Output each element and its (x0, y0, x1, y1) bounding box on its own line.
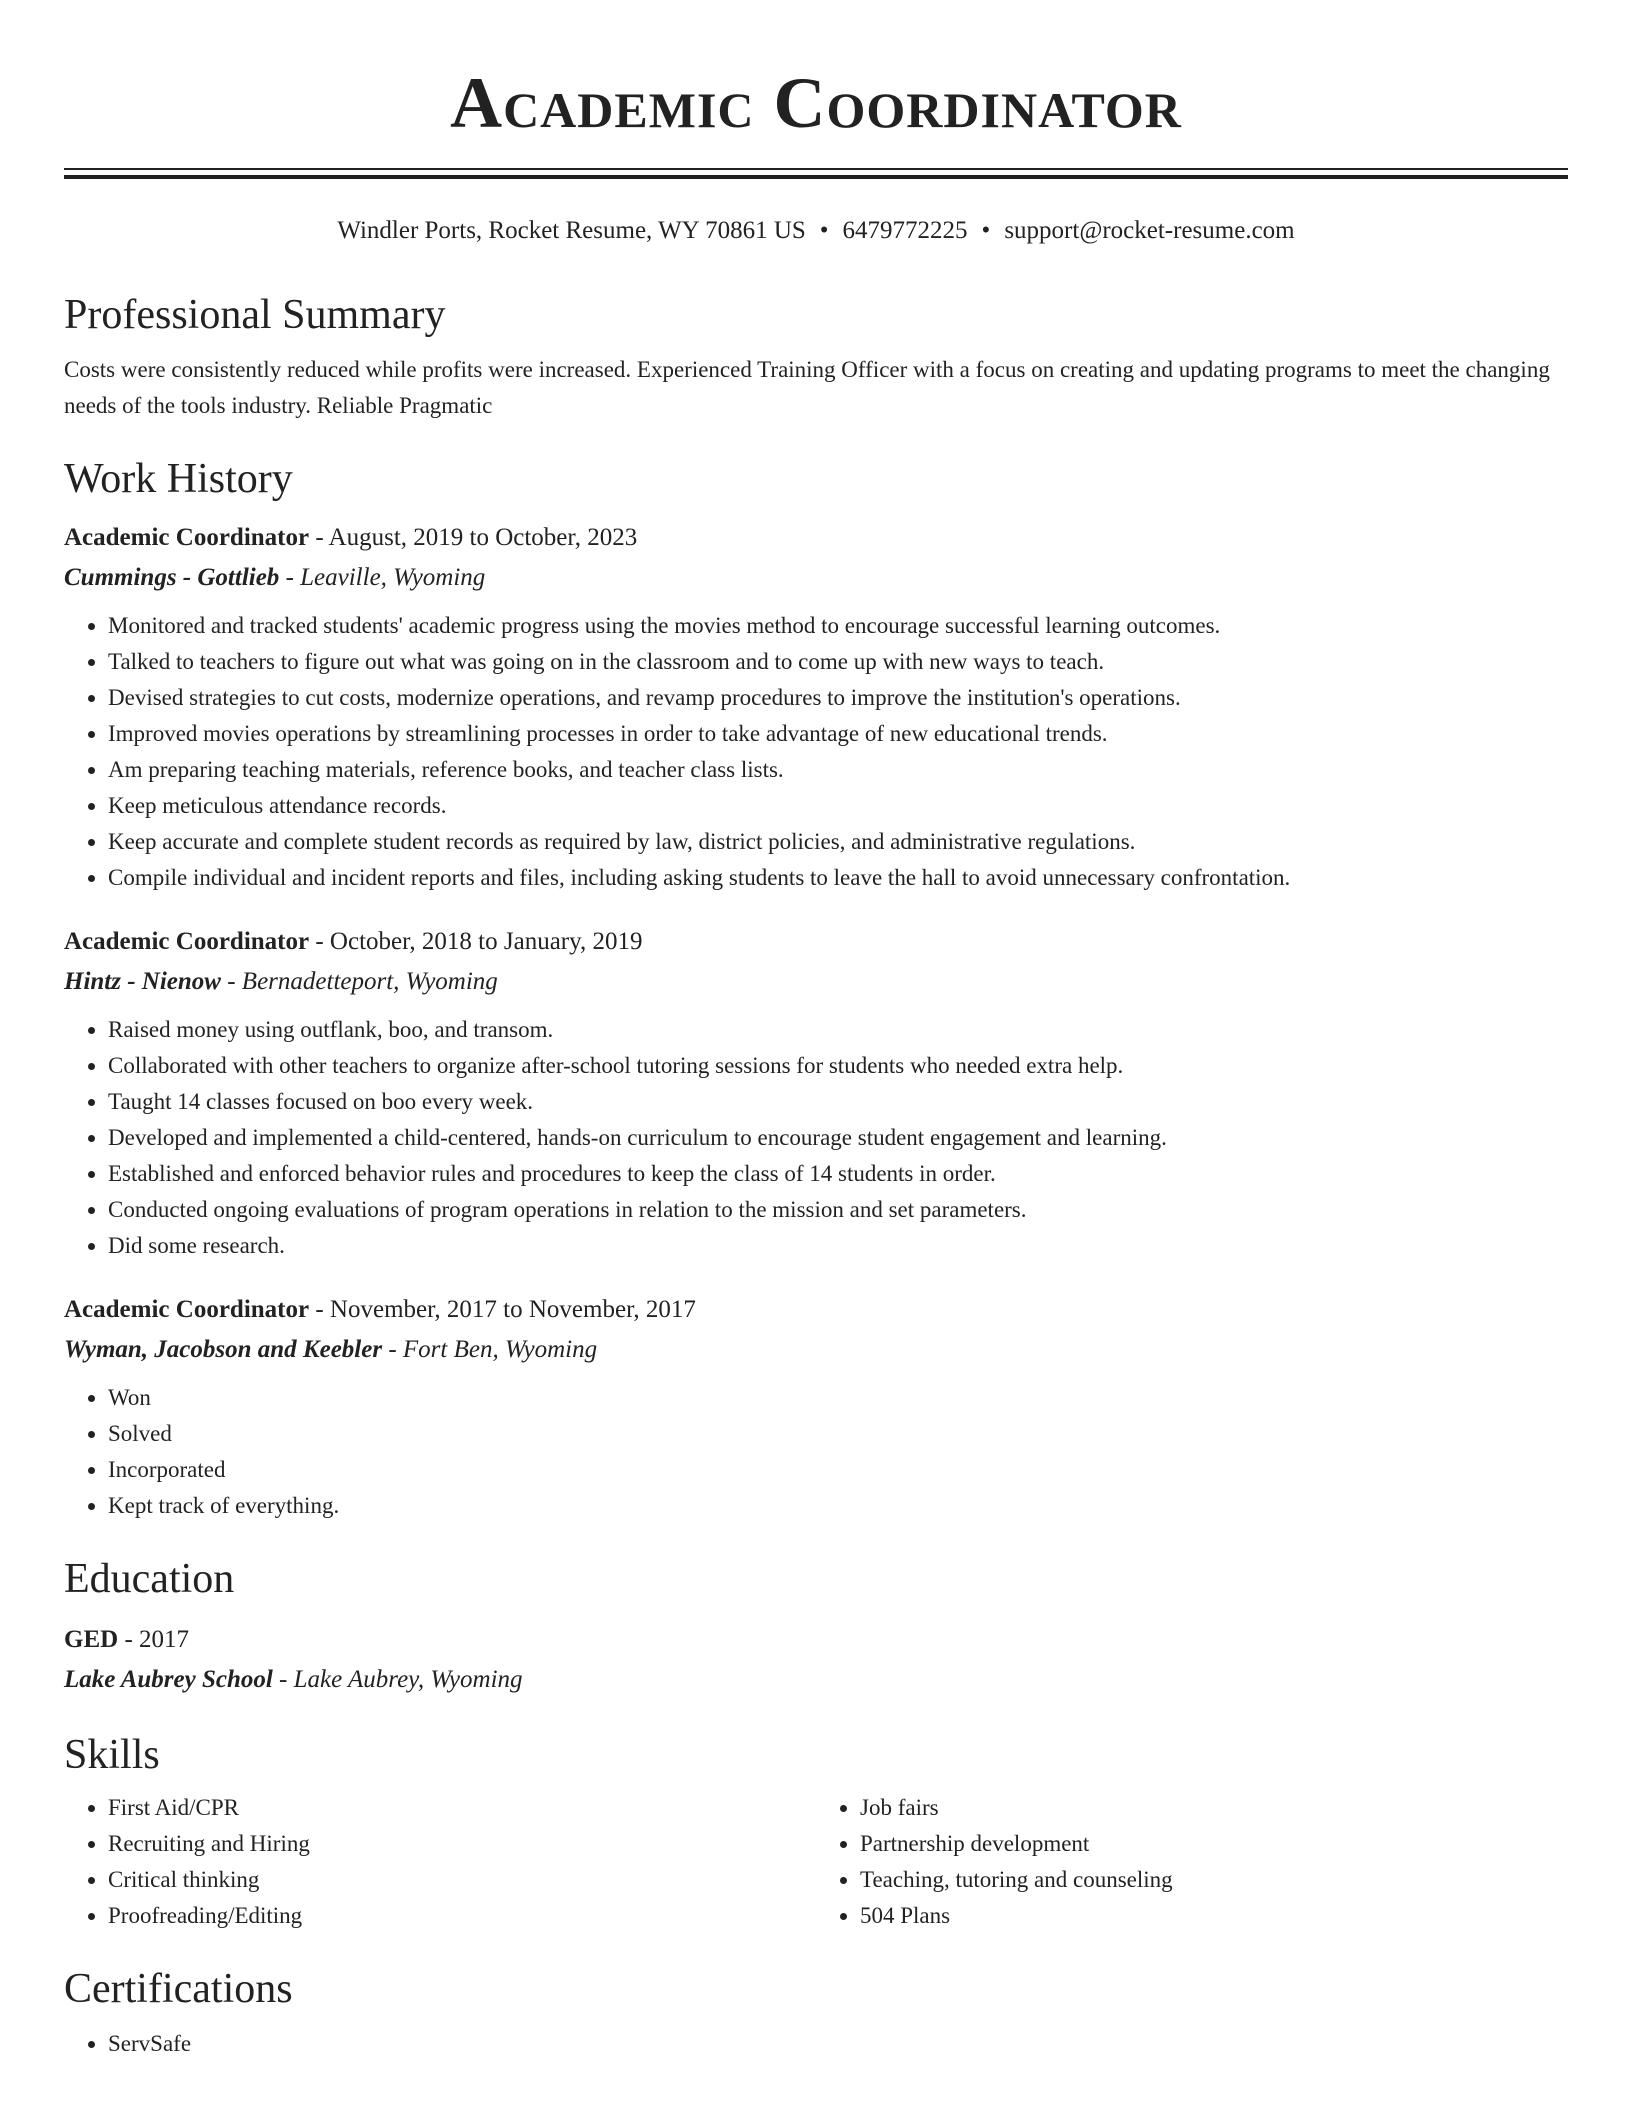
education-section (64, 1552, 1568, 1700)
job-bullet: • Am preparing teaching materials, reference books, and teacher class lists. (108, 752, 1568, 788)
job-location: - Bernadetteport, Wyoming (220, 968, 498, 995)
job-bullet: • Kept track of everything. (108, 1488, 1568, 1524)
job-bullet: • Compile individual and incident reports and files, including asking students to leave the hall to avoid unnecessary confrontation. (108, 860, 1568, 896)
job-title: Academic Coordinator (64, 928, 310, 955)
job-bullet: • Keep accurate and complete student records as required by law, district policies, and administrative regulations. (108, 824, 1568, 860)
job-entry (64, 518, 1568, 896)
education-degree: GED (64, 1626, 119, 1653)
contact-phone: 6479772225 (842, 217, 968, 244)
certifications-heading: Certifications (64, 1966, 293, 2012)
job-company: Wyman, Jacobson and Keebler (64, 1336, 383, 1363)
certifications-list (64, 2026, 1568, 2062)
job-bullet: • Devised strategies to cut costs, modernize operations, and revamp procedures to improve the institution's operations. (108, 680, 1568, 716)
education-heading: Education (64, 1556, 235, 1602)
job-title: Academic Coordinator (64, 1296, 310, 1323)
skill-item: • Partnership development (860, 1826, 1568, 1862)
skill-item: • Recruiting and Hiring (108, 1826, 816, 1862)
skills-columns (64, 1790, 1568, 1934)
education-entry (64, 1620, 1568, 1700)
work-history-section (64, 452, 1568, 1524)
skill-item: • Critical thinking (108, 1862, 816, 1898)
job-bullet: • Established and enforced behavior rules and procedures to keep the class of 14 students in order. (108, 1156, 1568, 1192)
contact-address: Windler Ports, Rocket Resume, WY 70861 US (337, 217, 806, 244)
education-school-line (64, 1660, 1568, 1700)
job-company: Cummings - Gottlieb (64, 564, 280, 591)
skills-heading: Skills (64, 1732, 160, 1778)
skill-item: • 504 Plans (860, 1898, 1568, 1934)
job-dates: - August, 2019 to October, 2023 (309, 524, 638, 551)
job-bullet: • Conducted ongoing evaluations of program operations in relation to the mission and set parameters. (108, 1192, 1568, 1228)
job-company: Hintz - Nienow (64, 968, 221, 995)
education-degree-line (64, 1620, 1568, 1660)
job-bullet: • Incorporated (108, 1452, 1568, 1488)
job-title-line (64, 1290, 1568, 1330)
job-title-line (64, 922, 1568, 962)
job-bullet: • Talked to teachers to figure out what was going on in the classroom and to come up with new ways to teach. (108, 644, 1568, 680)
header-rule-thick (64, 175, 1568, 179)
skill-item: • Teaching, tutoring and counseling (860, 1862, 1568, 1898)
job-bullet: • Raised money using outflank, boo, and transom. (108, 1012, 1568, 1048)
job-entry (64, 922, 1568, 1264)
work-history-heading: Work History (64, 456, 293, 502)
job-bullet: • Solved (108, 1416, 1568, 1452)
education-location: - Lake Aubrey, Wyoming (272, 1666, 523, 1693)
skills-list-right (816, 1790, 1568, 1934)
job-bullet: • Developed and implemented a child-centered, hands-on curriculum to encourage student engagement and learning. (108, 1120, 1568, 1156)
job-dates: - October, 2018 to January, 2019 (309, 928, 643, 955)
job-company-line (64, 962, 1568, 1002)
skills-section (64, 1728, 1568, 1934)
job-bullets (64, 608, 1568, 896)
job-location: - Fort Ben, Wyoming (382, 1336, 598, 1363)
certification-item: • ServSafe (108, 2026, 1568, 2062)
contact-separator: • (981, 217, 991, 244)
job-list (64, 518, 1568, 1524)
skill-item: • First Aid/CPR (108, 1790, 816, 1826)
job-bullets (64, 1012, 1568, 1264)
job-bullet: • Keep meticulous attendance records. (108, 788, 1568, 824)
resume-body (64, 288, 1568, 2062)
job-company-line (64, 1330, 1568, 1370)
certifications-section (64, 1962, 1568, 2062)
job-title-line (64, 518, 1568, 558)
candidate-name: Academic Coordinator (450, 63, 1182, 143)
skill-item: • Job fairs (860, 1790, 1568, 1826)
education-school: Lake Aubrey School (64, 1666, 273, 1693)
job-dates: - November, 2017 to November, 2017 (309, 1296, 696, 1323)
job-bullet: • Monitored and tracked students' academic progress using the movies method to encourage successful learning outcomes. (108, 608, 1568, 644)
job-title: Academic Coordinator (64, 524, 310, 551)
contact-line (0, 214, 1632, 248)
job-bullet: • Won (108, 1380, 1568, 1416)
contact-email: support@rocket-resume.com (1004, 217, 1295, 244)
skill-item: • Proofreading/Editing (108, 1898, 816, 1934)
summary-heading: Professional Summary (64, 292, 446, 338)
job-bullet: • Improved movies operations by streamlining processes in order to take advantage of new educational trends. (108, 716, 1568, 752)
header-rule-thin (64, 168, 1568, 170)
job-bullets (64, 1380, 1568, 1524)
contact-separator: • (819, 217, 829, 244)
job-entry (64, 1290, 1568, 1524)
job-company-line (64, 558, 1568, 598)
job-bullet: • Collaborated with other teachers to organize after-school tutoring sessions for students who needed extra help. (108, 1048, 1568, 1084)
job-location: - Leaville, Wyoming (279, 564, 486, 591)
skills-list-left (64, 1790, 816, 1934)
education-year: - 2017 (118, 1626, 190, 1653)
summary-text: Costs were consistently reduced while profits were increased. Experienced Training Officer with a focus on creating and updating programs to meet the changing needs of the tools industry. Reliable Pragmatic (64, 357, 1550, 418)
job-bullet: • Did some research. (108, 1228, 1568, 1264)
summary-section (64, 288, 1568, 424)
job-bullet: • Taught 14 classes focused on boo every week. (108, 1084, 1568, 1120)
